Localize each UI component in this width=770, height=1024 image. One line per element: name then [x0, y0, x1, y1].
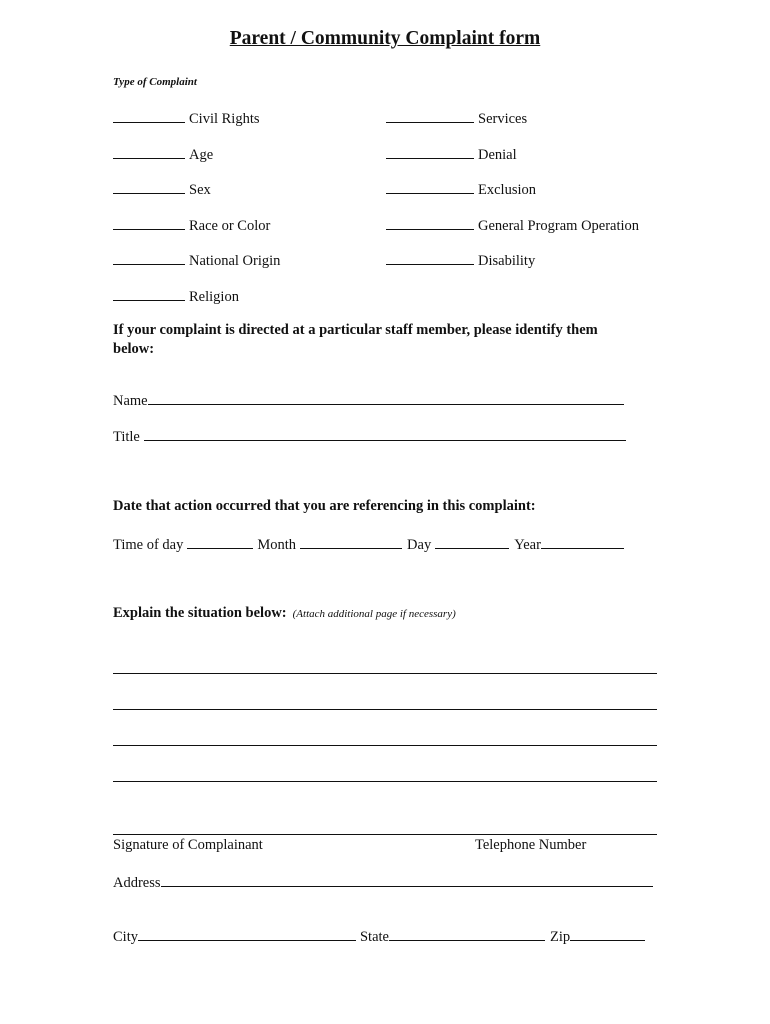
zip-field[interactable] — [570, 926, 645, 941]
name-label: Name — [113, 393, 148, 409]
checkbox-blank[interactable] — [113, 286, 185, 301]
year-field[interactable] — [541, 534, 624, 549]
telephone-label: Telephone Number — [475, 837, 587, 853]
checkbox-blank[interactable] — [113, 215, 185, 230]
checkbox-blank[interactable] — [113, 250, 185, 265]
address-field[interactable] — [161, 872, 653, 887]
option-label: Age — [189, 147, 214, 163]
option-religion[interactable] — [113, 286, 239, 306]
form-title: Parent / Community Complaint form — [229, 28, 541, 49]
option-exclusion[interactable] — [386, 179, 536, 199]
option-disability[interactable] — [386, 250, 535, 270]
month-label: Month — [257, 537, 297, 553]
checkbox-blank[interactable] — [386, 215, 474, 230]
day-label: Day — [407, 537, 432, 553]
time-of-day-label: Time of day — [113, 537, 184, 553]
year-label: Year — [514, 537, 541, 553]
month-field[interactable] — [300, 534, 402, 549]
option-sex[interactable] — [113, 179, 211, 199]
explain-line[interactable] — [113, 673, 657, 674]
staff-prompt-line-2: below: — [113, 341, 155, 357]
title-row — [113, 426, 626, 446]
option-race-or-color[interactable] — [113, 215, 270, 235]
option-label: Disability — [478, 253, 536, 269]
signature-label: Signature of Complainant — [113, 837, 263, 853]
state-field[interactable] — [389, 926, 545, 941]
explain-line[interactable] — [113, 781, 657, 782]
option-label: National Origin — [189, 253, 281, 269]
option-label: Services — [478, 111, 528, 127]
zip-label: Zip — [549, 929, 571, 945]
time-of-day-field[interactable] — [187, 534, 253, 549]
explain-line[interactable] — [113, 745, 657, 746]
address-label: Address — [113, 875, 161, 891]
checkbox-blank[interactable] — [386, 250, 474, 265]
option-label: Civil Rights — [189, 111, 260, 127]
checkbox-blank[interactable] — [113, 179, 185, 194]
explain-line[interactable] — [113, 709, 657, 710]
option-label: Religion — [189, 289, 239, 305]
checkbox-blank[interactable] — [113, 108, 185, 123]
checkbox-blank[interactable] — [386, 179, 474, 194]
city-state-zip-row — [113, 926, 645, 946]
option-label: Sex — [189, 182, 211, 198]
title-label: Title — [113, 429, 140, 445]
city-field[interactable] — [138, 926, 356, 941]
option-age[interactable] — [113, 144, 213, 164]
city-label: City — [113, 929, 138, 945]
option-national-origin[interactable] — [113, 250, 280, 270]
date-heading: Date that action occurred that you are referencing in this complaint: — [113, 498, 536, 514]
name-field[interactable] — [148, 390, 624, 405]
explain-heading-row — [113, 605, 456, 622]
option-general-program-operation[interactable] — [386, 215, 639, 235]
option-services[interactable] — [386, 108, 527, 128]
staff-prompt-line-1: If your complaint is directed at a particular staff member, please identify them — [113, 322, 598, 338]
state-label: State — [359, 929, 389, 945]
checkbox-blank[interactable] — [386, 108, 474, 123]
name-row — [113, 390, 624, 410]
checkbox-blank[interactable] — [386, 144, 474, 159]
option-label: Race or Color — [189, 218, 271, 234]
option-label: Exclusion — [478, 182, 536, 198]
day-field[interactable] — [435, 534, 509, 549]
date-row — [113, 534, 624, 554]
address-row — [113, 872, 653, 892]
type-of-complaint-label: Type of Complaint — [113, 76, 197, 88]
explain-heading: Explain the situation below: — [113, 605, 287, 621]
option-denial[interactable] — [386, 144, 517, 164]
option-label: Denial — [478, 147, 517, 163]
explain-note: (Attach additional page if necessary) — [292, 608, 456, 620]
option-label: General Program Operation — [478, 218, 640, 234]
option-civil-rights[interactable] — [113, 108, 260, 128]
checkbox-blank[interactable] — [113, 144, 185, 159]
signature-line[interactable] — [113, 834, 657, 835]
title-field[interactable] — [144, 426, 626, 441]
